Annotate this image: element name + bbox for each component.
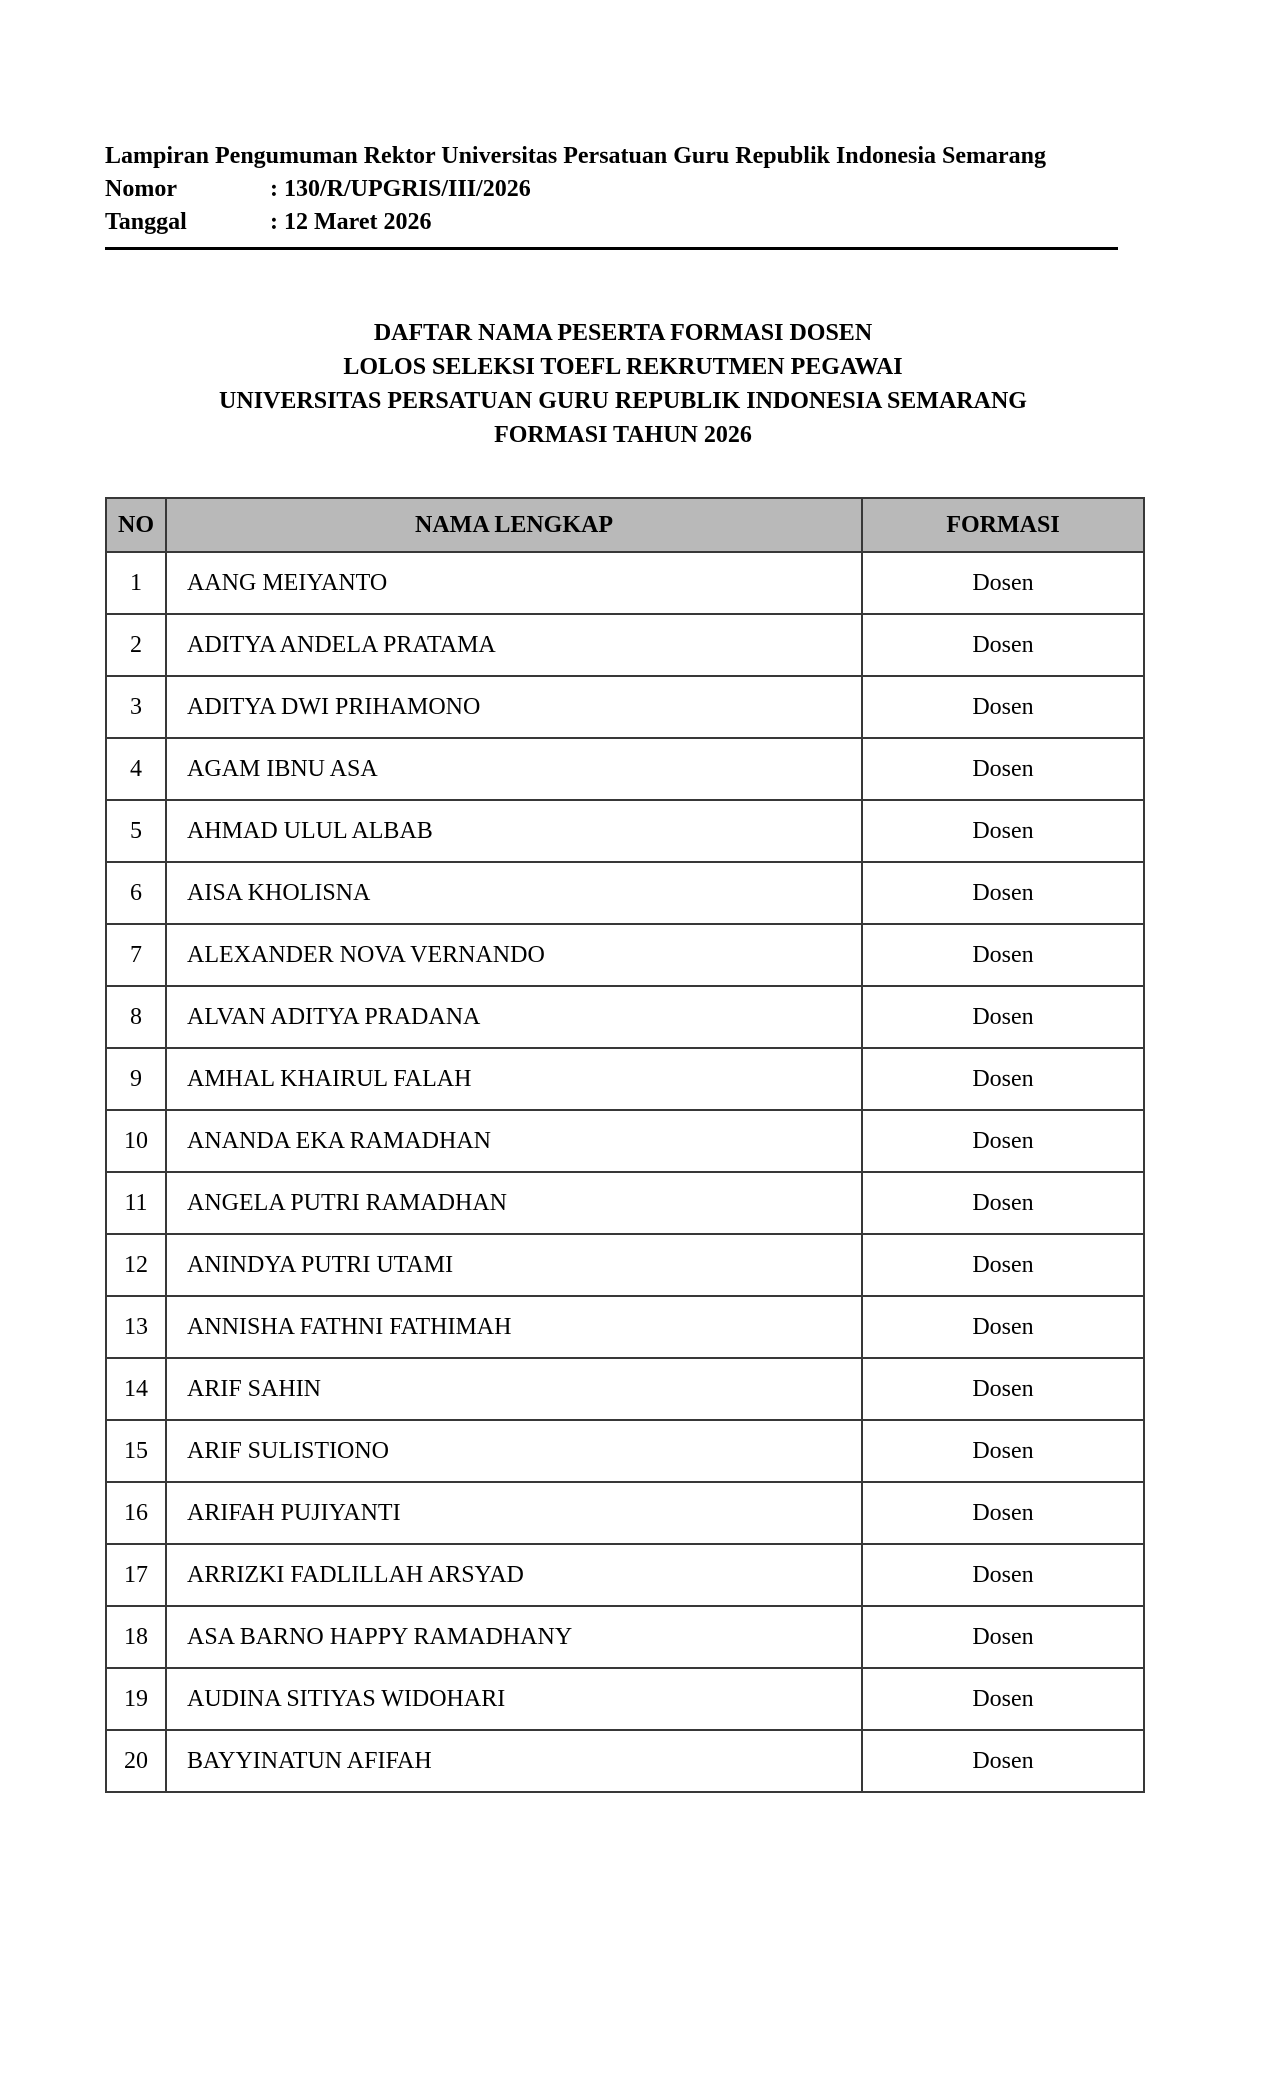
table-row — [106, 800, 1144, 862]
title-line-4: FORMASI TAHUN 2026 — [494, 422, 752, 448]
row-formasi-cell: Dosen — [862, 1234, 1144, 1296]
tanggal-label: Tanggal — [105, 209, 187, 235]
row-number-cell: 3 — [106, 676, 166, 738]
table-row — [106, 1606, 1144, 1668]
row-name-cell: AUDINA SITIYAS WIDOHARI — [166, 1668, 862, 1730]
row-number-cell: 17 — [106, 1544, 166, 1606]
row-number-cell: 20 — [106, 1730, 166, 1792]
row-formasi-cell: Dosen — [862, 614, 1144, 676]
row-number-cell: 6 — [106, 862, 166, 924]
row-formasi-cell: Dosen — [862, 1730, 1144, 1792]
row-name-cell: ARIF SULISTIONO — [166, 1420, 862, 1482]
tanggal-value: : 12 Maret 2026 — [270, 209, 432, 235]
table-row — [106, 1668, 1144, 1730]
row-number-cell: 2 — [106, 614, 166, 676]
row-formasi-cell: Dosen — [862, 1048, 1144, 1110]
row-number-cell: 15 — [106, 1420, 166, 1482]
row-formasi-cell: Dosen — [862, 1358, 1144, 1420]
table-row — [106, 1482, 1144, 1544]
row-formasi-cell: Dosen — [862, 1420, 1144, 1482]
row-name-cell: AGAM IBNU ASA — [166, 738, 862, 800]
nomor-value: : 130/R/UPGRIS/III/2026 — [270, 176, 531, 202]
row-number-cell: 7 — [106, 924, 166, 986]
row-name-cell: ALEXANDER NOVA VERNANDO — [166, 924, 862, 986]
row-number-cell: 16 — [106, 1482, 166, 1544]
table-row — [106, 986, 1144, 1048]
row-name-cell: ARIFAH PUJIYANTI — [166, 1482, 862, 1544]
column-header-no: NO — [106, 498, 166, 552]
row-number-cell: 9 — [106, 1048, 166, 1110]
table-row — [106, 1544, 1144, 1606]
row-formasi-cell: Dosen — [862, 986, 1144, 1048]
table-header-row — [106, 498, 1144, 552]
row-formasi-cell: Dosen — [862, 924, 1144, 986]
row-formasi-cell: Dosen — [862, 552, 1144, 614]
row-name-cell: ANANDA EKA RAMADHAN — [166, 1110, 862, 1172]
row-number-cell: 5 — [106, 800, 166, 862]
row-number-cell: 13 — [106, 1296, 166, 1358]
document-title — [105, 316, 1141, 452]
row-name-cell: AHMAD ULUL ALBAB — [166, 800, 862, 862]
table-row — [106, 1420, 1144, 1482]
row-formasi-cell: Dosen — [862, 1482, 1144, 1544]
table-row — [106, 676, 1144, 738]
nomor-label: Nomor — [105, 176, 177, 202]
row-name-cell: ARRIZKI FADLILLAH ARSYAD — [166, 1544, 862, 1606]
participants-table — [105, 497, 1145, 1793]
letterhead-field-tanggal — [105, 206, 1118, 239]
table-row — [106, 1358, 1144, 1420]
row-number-cell: 14 — [106, 1358, 166, 1420]
row-name-cell: ASA BARNO HAPPY RAMADHANY — [166, 1606, 862, 1668]
row-name-cell: ALVAN ADITYA PRADANA — [166, 986, 862, 1048]
table-row — [106, 614, 1144, 676]
row-formasi-cell: Dosen — [862, 1668, 1144, 1730]
row-number-cell: 1 — [106, 552, 166, 614]
table-row — [106, 738, 1144, 800]
row-name-cell: BAYYINATUN AFIFAH — [166, 1730, 862, 1792]
row-formasi-cell: Dosen — [862, 676, 1144, 738]
row-name-cell: ADITYA ANDELA PRATAMA — [166, 614, 862, 676]
row-formasi-cell: Dosen — [862, 1296, 1144, 1358]
letterhead-title: Lampiran Pengumuman Rektor Universitas Persatuan Guru Republik Indonesia Semarang — [105, 143, 1046, 169]
table-row — [106, 1234, 1144, 1296]
row-formasi-cell: Dosen — [862, 800, 1144, 862]
table-row — [106, 1110, 1144, 1172]
row-number-cell: 4 — [106, 738, 166, 800]
row-formasi-cell: Dosen — [862, 1110, 1144, 1172]
table-row — [106, 1048, 1144, 1110]
table-row — [106, 1172, 1144, 1234]
row-formasi-cell: Dosen — [862, 1606, 1144, 1668]
table-row — [106, 862, 1144, 924]
row-number-cell: 12 — [106, 1234, 166, 1296]
row-name-cell: ARIF SAHIN — [166, 1358, 862, 1420]
row-name-cell: ANNISHA FATHNI FATHIMAH — [166, 1296, 862, 1358]
row-name-cell: ANGELA PUTRI RAMADHAN — [166, 1172, 862, 1234]
title-line-3: UNIVERSITAS PERSATUAN GURU REPUBLIK INDONESIA SEMARANG — [219, 388, 1027, 414]
row-number-cell: 10 — [106, 1110, 166, 1172]
title-line-2: LOLOS SELEKSI TOEFL REKRUTMEN PEGAWAI — [343, 354, 903, 380]
row-formasi-cell: Dosen — [862, 738, 1144, 800]
row-number-cell: 8 — [106, 986, 166, 1048]
table-body — [106, 552, 1144, 1792]
letterhead — [105, 140, 1118, 250]
table-row — [106, 1730, 1144, 1792]
column-header-formasi: FORMASI — [862, 498, 1144, 552]
column-header-nama-lengkap: NAMA LENGKAP — [166, 498, 862, 552]
title-line-1: DAFTAR NAMA PESERTA FORMASI DOSEN — [373, 320, 873, 346]
row-number-cell: 18 — [106, 1606, 166, 1668]
row-name-cell: ANINDYA PUTRI UTAMI — [166, 1234, 862, 1296]
table-row — [106, 1296, 1144, 1358]
row-formasi-cell: Dosen — [862, 862, 1144, 924]
row-number-cell: 19 — [106, 1668, 166, 1730]
table-row — [106, 552, 1144, 614]
row-name-cell: AISA KHOLISNA — [166, 862, 862, 924]
row-formasi-cell: Dosen — [862, 1544, 1144, 1606]
table-row — [106, 924, 1144, 986]
row-name-cell: AANG MEIYANTO — [166, 552, 862, 614]
row-name-cell: ADITYA DWI PRIHAMONO — [166, 676, 862, 738]
letterhead-field-nomor — [105, 173, 1118, 206]
row-name-cell: AMHAL KHAIRUL FALAH — [166, 1048, 862, 1110]
row-formasi-cell: Dosen — [862, 1172, 1144, 1234]
row-number-cell: 11 — [106, 1172, 166, 1234]
